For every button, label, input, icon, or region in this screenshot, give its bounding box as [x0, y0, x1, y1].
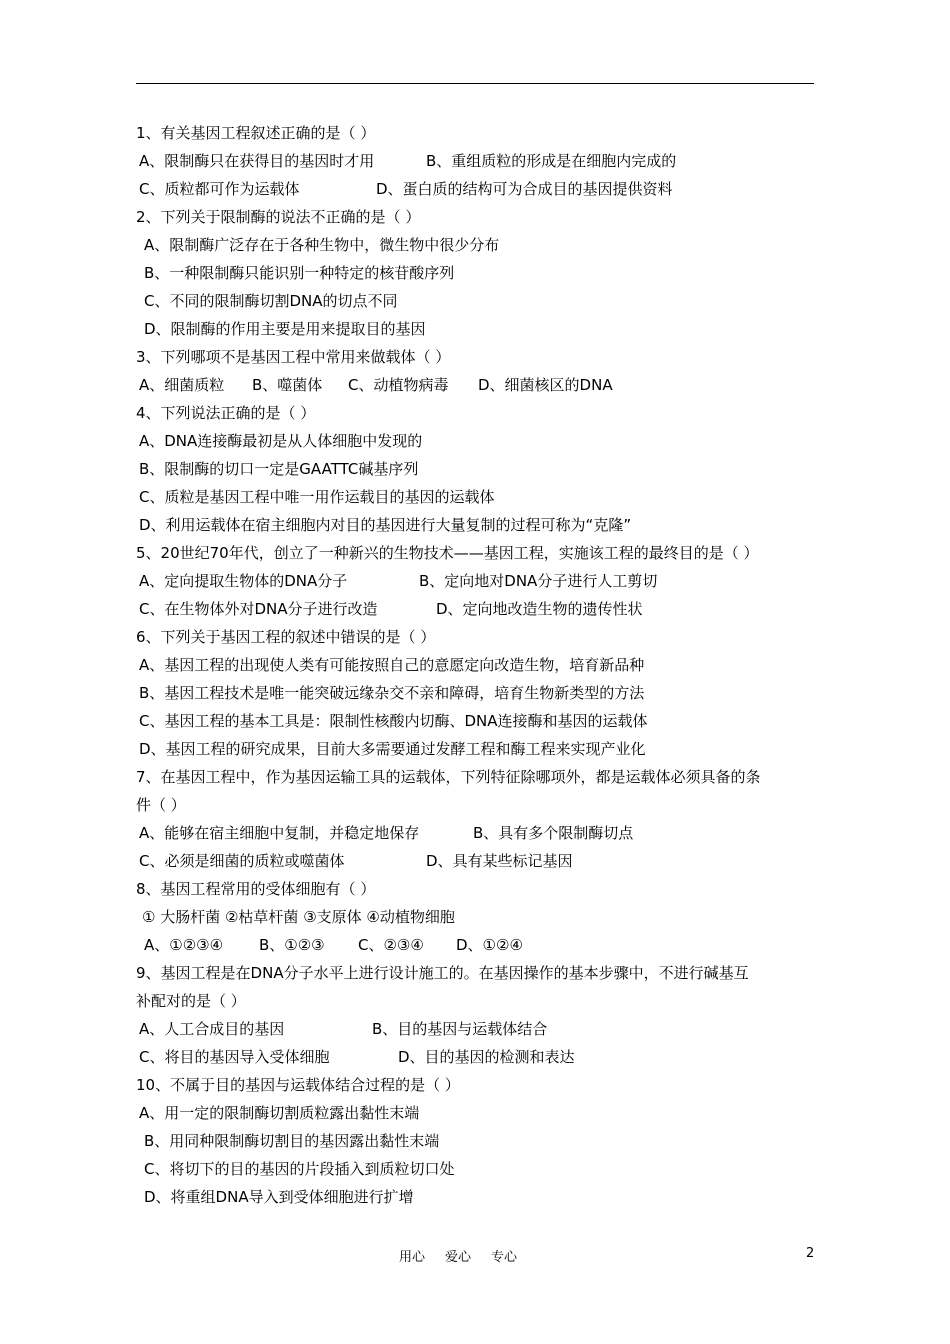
question-6-stem: 6、下列关于基因工程的叙述中错误的是（ ） [136, 628, 436, 646]
question-7-stem: 7、在基因工程中，作为基因运输工具的运载体，下列特征除哪项外，都是运载体必须具备的条 [136, 768, 761, 786]
option-d: D、目的基因的检测和表达 [398, 1048, 575, 1066]
option-c: C、②③④ [358, 936, 424, 954]
question-3-stem: 3、下列哪项不是基因工程中常用来做载体（ ） [136, 348, 451, 366]
option-a: A、人工合成目的基因 [139, 1020, 285, 1038]
question-9-stem: 9、基因工程是在DNA分子水平上进行设计施工的。在基因操作的基本步骤中，不进行碱基互 [136, 964, 749, 982]
option-a: A、细菌质粒 [139, 376, 225, 394]
question-10-stem: 10、不属于目的基因与运载体结合过程的是（ ） [136, 1076, 460, 1094]
question-1-stem: 1、有关基因工程叙述正确的是（ ） [136, 124, 376, 142]
option-a: A、限制酶只在获得目的基因时才用 [139, 152, 375, 170]
question-8-stem: 8、基因工程常用的受体细胞有（ ） [136, 880, 376, 898]
question-9-stem-continued: 补配对的是（ ） [136, 992, 246, 1010]
question-3-options-row [136, 371, 818, 399]
option-a: A、基因工程的出现使人类有可能按照自己的意愿定向改造生物，培育新品种 [139, 656, 645, 674]
option-a: A、定向提取生物体的DNA分子 [139, 572, 348, 590]
question-5-stem: 5、20世纪70年代，创立了一种新兴的生物技术——基因工程，实施该工程的最终目的是（ ） [136, 544, 759, 562]
option-a: A、DNA连接酶最初是从人体细胞中发现的 [139, 432, 423, 450]
option-d: D、具有某些标记基因 [426, 852, 573, 870]
question-8-options-row [136, 931, 818, 959]
question-7-options-row [136, 847, 818, 875]
option-c: C、必须是细菌的质粒或噬菌体 [139, 852, 345, 870]
question-5-options-row [136, 595, 818, 623]
option-b: B、限制酶的切口一定是GAATTC碱基序列 [139, 460, 419, 478]
question-8-items: ① 大肠杆菌 ②枯草杆菌 ③支原体 ④动植物细胞 [142, 908, 455, 926]
question-2-stem: 2、下列关于限制酶的说法不正确的是（ ） [136, 208, 421, 226]
option-c: C、质粒都可作为运载体 [139, 180, 300, 198]
header-rule [136, 83, 814, 84]
page-number: 2 [806, 1246, 815, 1261]
question-4-stem: 4、下列说法正确的是（ ） [136, 404, 316, 422]
option-d: D、基因工程的研究成果，目前大多需要通过发酵工程和酶工程来实现产业化 [139, 740, 646, 758]
option-a: A、用一定的限制酶切割质粒露出黏性末端 [139, 1104, 420, 1122]
option-d: D、细菌核区的DNA [478, 376, 613, 394]
option-b: B、基因工程技术是唯一能突破远缘杂交不亲和障碍，培育生物新类型的方法 [139, 684, 645, 702]
question-1-options-row [136, 175, 818, 203]
option-b: B、用同种限制酶切割目的基因露出黏性末端 [144, 1132, 440, 1150]
question-9-options-row [136, 1043, 818, 1071]
option-b: B、具有多个限制酶切点 [473, 824, 634, 842]
option-c: C、质粒是基因工程中唯一用作运载目的基因的运载体 [139, 488, 495, 506]
question-7-stem-continued: 件（ ） [136, 796, 186, 814]
question-7-options-row [136, 819, 818, 847]
footer-word: 专心 [491, 1250, 518, 1265]
option-d: D、定向地改造生物的遗传性状 [436, 600, 643, 618]
footer-word: 用心 [399, 1250, 426, 1265]
option-c: C、在生物体外对DNA分子进行改造 [139, 600, 378, 618]
option-a: A、①②③④ [144, 936, 224, 954]
option-c: C、基因工程的基本工具是：限制性核酸内切酶、DNA连接酶和基因的运载体 [139, 712, 648, 730]
option-b: B、噬菌体 [252, 376, 323, 394]
option-d: D、蛋白质的结构可为合成目的基因提供资料 [376, 180, 673, 198]
option-c: C、将目的基因导入受体细胞 [139, 1048, 330, 1066]
question-9-options-row [136, 1015, 818, 1043]
option-a: A、能够在宿主细胞中复制，并稳定地保存 [139, 824, 420, 842]
option-b: B、重组质粒的形成是在细胞内完成的 [426, 152, 677, 170]
option-d: D、限制酶的作用主要是用来提取目的基因 [144, 320, 426, 338]
option-c: C、将切下的目的基因的片段插入到质粒切口处 [144, 1160, 455, 1178]
question-1-options-row [136, 147, 818, 175]
question-list [136, 119, 818, 1211]
option-b: B、定向地对DNA分子进行人工剪切 [419, 572, 658, 590]
option-b: B、①②③ [259, 936, 325, 954]
option-b: B、目的基因与运载体结合 [372, 1020, 548, 1038]
option-d: D、利用运载体在宿主细胞内对目的基因进行大量复制的过程可称为“克隆” [139, 516, 632, 534]
option-c: C、动植物病毒 [348, 376, 449, 394]
option-d: D、①②④ [456, 936, 523, 954]
footer-word: 爱心 [445, 1250, 472, 1265]
option-c: C、不同的限制酶切割DNA的切点不同 [144, 292, 398, 310]
question-5-options-row [136, 567, 818, 595]
option-a: A、限制酶广泛存在于各种生物中，微生物中很少分布 [144, 236, 500, 254]
option-d: D、将重组DNA导入到受体细胞进行扩增 [144, 1188, 414, 1206]
option-b: B、一种限制酶只能识别一种特定的核苷酸序列 [144, 264, 455, 282]
footer-slogan [399, 1246, 537, 1265]
